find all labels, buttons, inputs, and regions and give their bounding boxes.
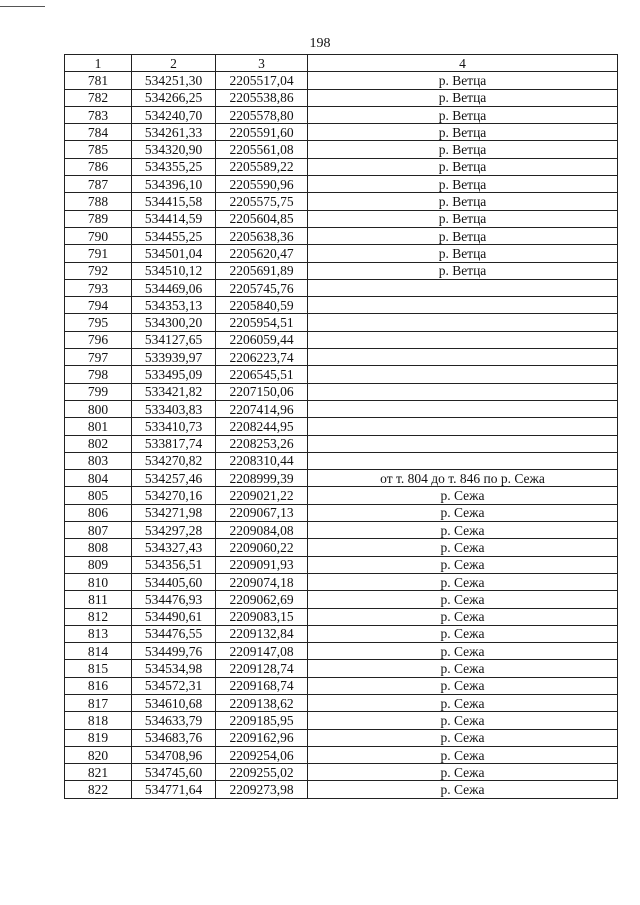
cell-y-coordinate: 2209273,98 <box>216 781 308 798</box>
cell-x-coordinate: 534261,33 <box>132 124 216 141</box>
cell-y-coordinate: 2209162,96 <box>216 729 308 746</box>
cell-description: р. Сежа <box>308 694 618 711</box>
cell-description: р. Сежа <box>308 573 618 590</box>
cell-y-coordinate: 2207414,96 <box>216 400 308 417</box>
table-row <box>65 729 618 746</box>
cell-point-number: 798 <box>65 366 132 383</box>
cell-x-coordinate: 534415,58 <box>132 193 216 210</box>
table-row <box>65 435 618 452</box>
table-row <box>65 314 618 331</box>
cell-point-number: 801 <box>65 418 132 435</box>
cell-point-number: 804 <box>65 470 132 487</box>
cell-point-number: 790 <box>65 227 132 244</box>
cell-point-number: 785 <box>65 141 132 158</box>
table-row <box>65 660 618 677</box>
cell-y-coordinate: 2206545,51 <box>216 366 308 383</box>
cell-x-coordinate: 534355,25 <box>132 158 216 175</box>
cell-x-coordinate: 533495,09 <box>132 366 216 383</box>
table-row <box>65 400 618 417</box>
cell-point-number: 782 <box>65 89 132 106</box>
cell-y-coordinate: 2205745,76 <box>216 279 308 296</box>
cell-y-coordinate: 2209021,22 <box>216 487 308 504</box>
cell-point-number: 783 <box>65 106 132 123</box>
cell-description <box>308 279 618 296</box>
cell-x-coordinate: 534257,46 <box>132 470 216 487</box>
cell-description: р. Ветца <box>308 176 618 193</box>
cell-point-number: 795 <box>65 314 132 331</box>
coordinates-table <box>64 54 618 799</box>
cell-point-number: 812 <box>65 608 132 625</box>
cell-point-number: 799 <box>65 383 132 400</box>
table-row <box>65 227 618 244</box>
table-row <box>65 556 618 573</box>
cell-description: р. Ветца <box>308 141 618 158</box>
cell-point-number: 797 <box>65 349 132 366</box>
cell-description <box>308 400 618 417</box>
table-row <box>65 643 618 660</box>
cell-y-coordinate: 2209128,74 <box>216 660 308 677</box>
cell-point-number: 810 <box>65 573 132 590</box>
cell-x-coordinate: 534633,79 <box>132 712 216 729</box>
cell-point-number: 802 <box>65 435 132 452</box>
cell-point-number: 791 <box>65 245 132 262</box>
cell-y-coordinate: 2205591,60 <box>216 124 308 141</box>
table-row <box>65 262 618 279</box>
cell-point-number: 800 <box>65 400 132 417</box>
cell-y-coordinate: 2205604,85 <box>216 210 308 227</box>
table-row <box>65 591 618 608</box>
cell-y-coordinate: 2205517,04 <box>216 72 308 89</box>
table-row <box>65 452 618 469</box>
table-row <box>65 608 618 625</box>
cell-description: от т. 804 до т. 846 по р. Сежа <box>308 470 618 487</box>
cell-x-coordinate: 534414,59 <box>132 210 216 227</box>
cell-point-number: 814 <box>65 643 132 660</box>
cell-x-coordinate: 534396,10 <box>132 176 216 193</box>
cell-point-number: 803 <box>65 452 132 469</box>
cell-y-coordinate: 2205620,47 <box>216 245 308 262</box>
table-row <box>65 106 618 123</box>
cell-y-coordinate: 2205590,96 <box>216 176 308 193</box>
cell-x-coordinate: 534455,25 <box>132 227 216 244</box>
column-header-description: 4 <box>308 55 618 72</box>
cell-point-number: 818 <box>65 712 132 729</box>
cell-x-coordinate: 534476,93 <box>132 591 216 608</box>
cell-description: р. Сежа <box>308 539 618 556</box>
cell-x-coordinate: 534572,31 <box>132 677 216 694</box>
cell-description: р. Сежа <box>308 712 618 729</box>
page-number: 198 <box>309 36 331 51</box>
column-header-y: 3 <box>216 55 308 72</box>
cell-x-coordinate: 533410,73 <box>132 418 216 435</box>
cell-x-coordinate: 534297,28 <box>132 522 216 539</box>
table-row <box>65 72 618 89</box>
table-row <box>65 297 618 314</box>
cell-description: р. Ветца <box>308 193 618 210</box>
cell-description <box>308 366 618 383</box>
cell-description: р. Сежа <box>308 608 618 625</box>
cell-x-coordinate: 534683,76 <box>132 729 216 746</box>
cell-y-coordinate: 2209074,18 <box>216 573 308 590</box>
table-header-row <box>65 55 618 72</box>
table-row <box>65 504 618 521</box>
cell-y-coordinate: 2209138,62 <box>216 694 308 711</box>
cell-point-number: 820 <box>65 746 132 763</box>
cell-description <box>308 297 618 314</box>
cell-point-number: 821 <box>65 764 132 781</box>
table-row <box>65 573 618 590</box>
table-row <box>65 418 618 435</box>
table-row <box>65 746 618 763</box>
cell-point-number: 811 <box>65 591 132 608</box>
cell-x-coordinate: 534510,12 <box>132 262 216 279</box>
cell-y-coordinate: 2208310,44 <box>216 452 308 469</box>
cell-description <box>308 314 618 331</box>
cell-description: р. Ветца <box>308 124 618 141</box>
cell-y-coordinate: 2205691,89 <box>216 262 308 279</box>
cell-description: р. Ветца <box>308 245 618 262</box>
cell-x-coordinate: 534490,61 <box>132 608 216 625</box>
table-row <box>65 331 618 348</box>
cell-x-coordinate: 534266,25 <box>132 89 216 106</box>
table-row <box>65 522 618 539</box>
cell-point-number: 794 <box>65 297 132 314</box>
cell-y-coordinate: 2205561,08 <box>216 141 308 158</box>
table-row <box>65 193 618 210</box>
cell-y-coordinate: 2209255,02 <box>216 764 308 781</box>
cell-x-coordinate: 534353,13 <box>132 297 216 314</box>
cell-description: р. Сежа <box>308 781 618 798</box>
cell-description: р. Сежа <box>308 677 618 694</box>
cell-x-coordinate: 534320,90 <box>132 141 216 158</box>
cell-description <box>308 435 618 452</box>
column-header-number: 1 <box>65 55 132 72</box>
cell-point-number: 806 <box>65 504 132 521</box>
cell-description: р. Сежа <box>308 522 618 539</box>
cell-point-number: 817 <box>65 694 132 711</box>
table-row <box>65 245 618 262</box>
cell-y-coordinate: 2205538,86 <box>216 89 308 106</box>
table-row <box>65 694 618 711</box>
cell-point-number: 789 <box>65 210 132 227</box>
cell-x-coordinate: 534501,04 <box>132 245 216 262</box>
cell-x-coordinate: 533817,74 <box>132 435 216 452</box>
cell-point-number: 786 <box>65 158 132 175</box>
cell-x-coordinate: 534127,65 <box>132 331 216 348</box>
cell-point-number: 815 <box>65 660 132 677</box>
cell-x-coordinate: 534300,20 <box>132 314 216 331</box>
cell-point-number: 809 <box>65 556 132 573</box>
cell-y-coordinate: 2209132,84 <box>216 625 308 642</box>
cell-point-number: 784 <box>65 124 132 141</box>
cell-description: р. Ветца <box>308 106 618 123</box>
cell-point-number: 822 <box>65 781 132 798</box>
cell-description: р. Сежа <box>308 643 618 660</box>
cell-y-coordinate: 2208244,95 <box>216 418 308 435</box>
cell-x-coordinate: 534327,43 <box>132 539 216 556</box>
table-row <box>65 781 618 798</box>
column-header-x: 2 <box>132 55 216 72</box>
cell-y-coordinate: 2209185,95 <box>216 712 308 729</box>
cell-y-coordinate: 2209083,15 <box>216 608 308 625</box>
cell-x-coordinate: 534499,76 <box>132 643 216 660</box>
cell-y-coordinate: 2209091,93 <box>216 556 308 573</box>
cell-description: р. Ветца <box>308 72 618 89</box>
cell-description: р. Сежа <box>308 764 618 781</box>
cell-point-number: 807 <box>65 522 132 539</box>
cell-x-coordinate: 534405,60 <box>132 573 216 590</box>
cell-description: р. Ветца <box>308 227 618 244</box>
cell-description: р. Сежа <box>308 746 618 763</box>
table-row <box>65 539 618 556</box>
cell-x-coordinate: 534270,16 <box>132 487 216 504</box>
cell-y-coordinate: 2209060,22 <box>216 539 308 556</box>
cell-description: р. Ветца <box>308 158 618 175</box>
cell-description: р. Сежа <box>308 660 618 677</box>
cell-y-coordinate: 2205589,22 <box>216 158 308 175</box>
cell-y-coordinate: 2209168,74 <box>216 677 308 694</box>
cell-point-number: 788 <box>65 193 132 210</box>
cell-x-coordinate: 534271,98 <box>132 504 216 521</box>
cell-point-number: 805 <box>65 487 132 504</box>
table-row <box>65 89 618 106</box>
table-row <box>65 677 618 694</box>
cell-y-coordinate: 2205954,51 <box>216 314 308 331</box>
table-row <box>65 124 618 141</box>
cell-description <box>308 383 618 400</box>
cell-point-number: 819 <box>65 729 132 746</box>
table-body <box>65 72 618 798</box>
cell-x-coordinate: 534745,60 <box>132 764 216 781</box>
cell-x-coordinate: 534476,55 <box>132 625 216 642</box>
cell-description: р. Сежа <box>308 625 618 642</box>
cell-y-coordinate: 2207150,06 <box>216 383 308 400</box>
cell-x-coordinate: 534610,68 <box>132 694 216 711</box>
cell-description <box>308 418 618 435</box>
cell-description: р. Сежа <box>308 729 618 746</box>
table-row <box>65 158 618 175</box>
cell-description: р. Ветца <box>308 262 618 279</box>
cell-description: р. Сежа <box>308 504 618 521</box>
cell-x-coordinate: 533939,97 <box>132 349 216 366</box>
cell-y-coordinate: 2208999,39 <box>216 470 308 487</box>
cell-y-coordinate: 2209084,08 <box>216 522 308 539</box>
cell-point-number: 793 <box>65 279 132 296</box>
cell-description <box>308 452 618 469</box>
cell-point-number: 816 <box>65 677 132 694</box>
cell-x-coordinate: 534469,06 <box>132 279 216 296</box>
cell-y-coordinate: 2205575,75 <box>216 193 308 210</box>
cell-y-coordinate: 2209067,13 <box>216 504 308 521</box>
cell-x-coordinate: 534251,30 <box>132 72 216 89</box>
cell-y-coordinate: 2209254,06 <box>216 746 308 763</box>
cell-x-coordinate: 533403,83 <box>132 400 216 417</box>
cell-description: р. Сежа <box>308 556 618 573</box>
cell-x-coordinate: 534356,51 <box>132 556 216 573</box>
cell-point-number: 813 <box>65 625 132 642</box>
table-row <box>65 487 618 504</box>
cell-y-coordinate: 2209062,69 <box>216 591 308 608</box>
cell-description <box>308 331 618 348</box>
table-row <box>65 712 618 729</box>
table-row <box>65 383 618 400</box>
cell-x-coordinate: 534708,96 <box>132 746 216 763</box>
cell-x-coordinate: 534771,64 <box>132 781 216 798</box>
table-row <box>65 349 618 366</box>
cell-description: р. Сежа <box>308 591 618 608</box>
cell-point-number: 792 <box>65 262 132 279</box>
cell-y-coordinate: 2208253,26 <box>216 435 308 452</box>
cell-y-coordinate: 2205840,59 <box>216 297 308 314</box>
cell-y-coordinate: 2206059,44 <box>216 331 308 348</box>
table-row <box>65 764 618 781</box>
cell-description <box>308 349 618 366</box>
cell-description: р. Ветца <box>308 210 618 227</box>
cell-point-number: 787 <box>65 176 132 193</box>
cell-point-number: 781 <box>65 72 132 89</box>
cell-y-coordinate: 2205638,36 <box>216 227 308 244</box>
cell-y-coordinate: 2205578,80 <box>216 106 308 123</box>
corner-mark <box>0 0 45 7</box>
table-row <box>65 279 618 296</box>
cell-point-number: 808 <box>65 539 132 556</box>
table-row <box>65 470 618 487</box>
cell-point-number: 796 <box>65 331 132 348</box>
cell-x-coordinate: 534534,98 <box>132 660 216 677</box>
table-row <box>65 210 618 227</box>
cell-y-coordinate: 2209147,08 <box>216 643 308 660</box>
cell-y-coordinate: 2206223,74 <box>216 349 308 366</box>
cell-x-coordinate: 533421,82 <box>132 383 216 400</box>
table-row <box>65 141 618 158</box>
cell-x-coordinate: 534240,70 <box>132 106 216 123</box>
cell-x-coordinate: 534270,82 <box>132 452 216 469</box>
table-row <box>65 176 618 193</box>
table-row <box>65 625 618 642</box>
cell-description: р. Сежа <box>308 487 618 504</box>
cell-description: р. Ветца <box>308 89 618 106</box>
table-row <box>65 366 618 383</box>
